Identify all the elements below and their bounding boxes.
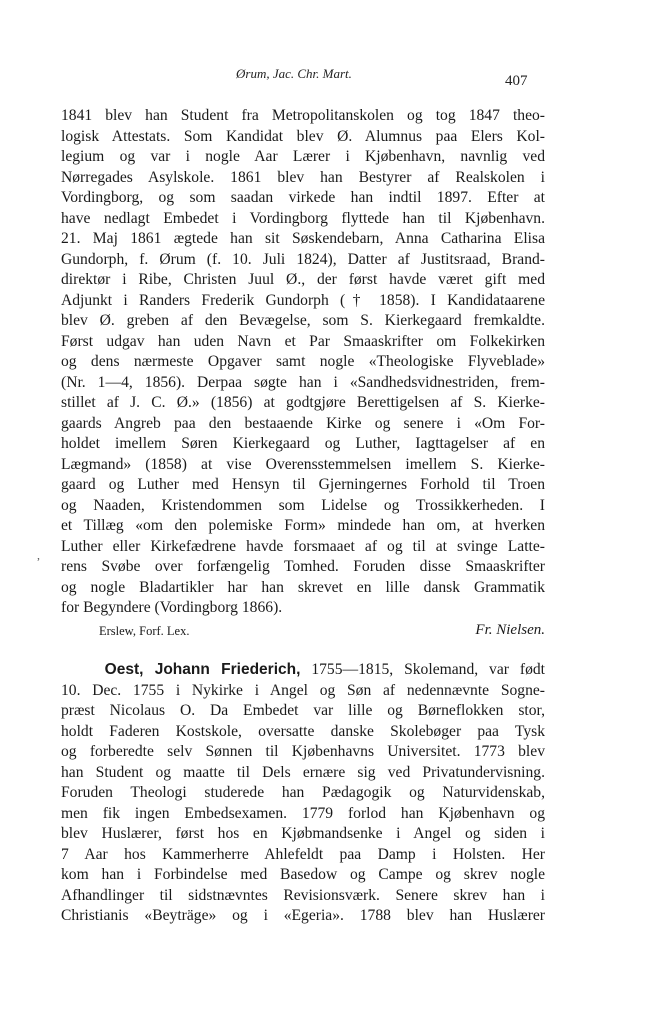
text-line: Christianis «Beyträge» og i «Egeria». 1788 blev han Huslærer xyxy=(61,907,545,924)
bibliographic-reference: Erslew, Forf. Lex. xyxy=(99,624,190,638)
article-oest-body xyxy=(61,660,545,927)
entry-first-line-text: 1755—1815, Skolemand, var født xyxy=(300,661,545,678)
text-line: kom han i Forbindelse med Basedow og Campe og skrev nogle xyxy=(61,866,545,883)
text-line: Først udgav han uden Navn et Par Smaaskrifter om Folkekirken xyxy=(61,332,545,350)
entry-headword: Oest, Johann Friederich, xyxy=(104,661,301,678)
article-footer xyxy=(99,622,545,642)
text-line: og dens nærmeste Opgaver samt nogle «Theologiske Flyveblade» xyxy=(61,353,545,370)
text-line: 10. Dec. 1755 i Nykirke i Angel og Søn af nedennævnte Sogne- xyxy=(61,681,545,699)
text-line: og forberedte selv Sønnen til Kjøbenhavns Universitet. 1773 blev xyxy=(61,743,545,760)
text-line: rens Svøbe over forfængelig Tomhed. Foruden disse Smaaskrifter xyxy=(61,558,545,575)
text-line: have nedlagt Embedet i Vordingborg flyttede han til Kjøbenhavn. xyxy=(61,209,545,227)
text-line: Lægmand» (1858) at vise Overensstemmelsen imellem S. Kierke- xyxy=(61,455,545,473)
text-line: Gundorph, f. Ørum (f. 10. Juli 1824), Datter af Justitsraad, Brand- xyxy=(61,250,545,268)
page-number: 407 xyxy=(505,73,528,89)
text-line: præst Nicolaus O. Da Embedet var lille og Børneflokken stor, xyxy=(61,702,545,719)
text-line: stillet af J. C. Ø.» (1856) at godtgjøre Berettigelsen af S. Kierke- xyxy=(61,394,545,411)
text-line: og nogle Bladartikler har han skrevet en lille dansk Grammatik xyxy=(61,578,545,596)
text-line: direktør i Ribe, Christen Juul Ø., der først havde været gift med xyxy=(61,271,545,288)
text-line: Vordingborg, og som saadan virkede han indtil 1897. Efter at xyxy=(61,189,545,206)
text-line: gaards Angreb paa den bestaaende Kirke og senere i «Om For- xyxy=(61,414,545,432)
text-line: logisk Attestats. Som Kandidat blev Ø. Alumnus paa Elers Kol- xyxy=(61,127,545,145)
text-line: 21. Maj 1861 ægtede han sit Søskendebarn, Anna Catharina Elisa xyxy=(61,230,545,247)
article-ørum-body xyxy=(61,106,545,619)
margin-mark: , xyxy=(37,548,40,562)
running-head: Ørum, Jac. Chr. Mart. xyxy=(236,66,352,81)
text-line: et Tillæg «om den polemiske Form» mindede han om, at hverken xyxy=(61,517,545,534)
text-line: Nørregades Asylskole. 1861 blev han Bestyrer af Realskolen i xyxy=(61,168,545,186)
text-line: gaard og Luther med Hensyn til Gjerningernes Forhold til Troen xyxy=(61,476,545,493)
text-line: for Begyndere (Vordingborg 1866). xyxy=(61,599,283,616)
text-line: legium og var i nogle Aar Lærer i Kjøbenhavn, navnlig ved xyxy=(61,148,545,165)
author-signature: Fr. Nielsen. xyxy=(475,622,545,638)
text-line: Adjunkt i Randers Frederik Gundorph († 1858). I Kandidataarene xyxy=(61,291,545,309)
text-line xyxy=(61,660,545,681)
text-line: Luther eller Kirkefædrene havde forsmaaet af og til at svinge Latte- xyxy=(61,537,545,555)
text-line: han Student og maatte til Dels ernære sig ved Privatundervisning. xyxy=(61,763,545,781)
text-line: blev Huslærer, først hos en Kjøbmandsenke i Angel og siden i xyxy=(61,825,545,842)
text-line: Foruden Theologi studerede han Pædagogik og Naturvidenskab, xyxy=(61,784,545,801)
text-line: holdet imellem Søren Kierkegaard og Luther, Iagttagelser af en xyxy=(61,435,545,452)
text-line: men fik ingen Embedsexamen. 1779 forlod han Kjøbenhavn og xyxy=(61,804,545,822)
text-line: blev Ø. greben af den Bevægelse, som S. Kierkegaard fremkaldte. xyxy=(61,312,545,329)
text-line: 1841 blev han Student fra Metropolitanskolen og tog 1847 theo- xyxy=(61,107,545,124)
text-line: holdt Faderen Kostskole, oversatte danske Skolebøger paa Tysk xyxy=(61,722,545,740)
text-line: 7 Aar hos Kammerherre Ahlefeldt paa Damp i Holsten. Her xyxy=(61,845,545,863)
text-line: (Nr. 1—4, 1856). Derpaa søgte han i «Sandhedsvidnestriden, frem- xyxy=(61,373,545,391)
text-line: Afhandlinger til sidstnævntes Revisionsværk. Senere skrev han i xyxy=(61,886,545,904)
text-line: og Naaden, Kristendommen som Lidelse og Trossikkerheden. I xyxy=(61,496,545,514)
